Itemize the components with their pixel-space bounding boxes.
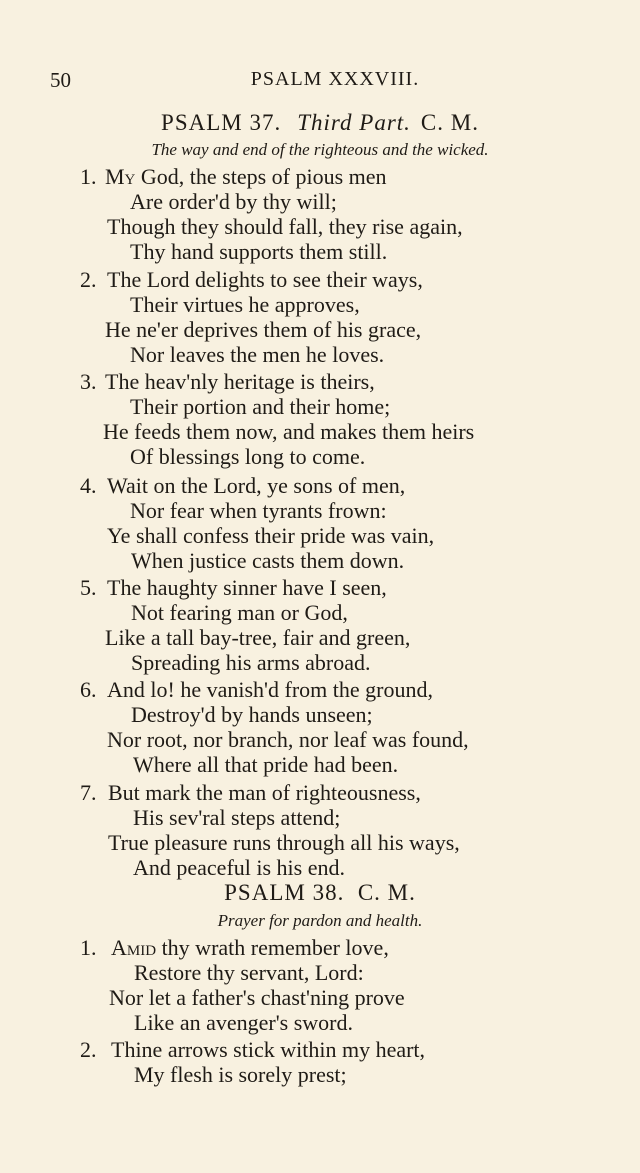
- verse-line: True pleasure runs through all his ways,: [108, 830, 460, 855]
- verse-number: 5.: [80, 575, 97, 600]
- verse-line: Nor leaves the men he loves.: [130, 342, 385, 367]
- page-number: 50: [50, 68, 71, 92]
- verse-line: Wait on the Lord, ye sons of men,: [107, 473, 406, 498]
- verse-number: 6.: [80, 677, 97, 702]
- verse-number: 2.: [80, 267, 97, 292]
- psalm-38-heading: [0, 880, 640, 906]
- verse-line: But mark the man of righteousness,: [108, 780, 421, 805]
- psalm-37-heading: [0, 110, 640, 136]
- verse-line: [111, 935, 389, 960]
- verse-line: Thy hand supports them still.: [130, 239, 388, 264]
- psalm-37-title: PSALM 37.: [161, 110, 282, 135]
- running-title: PSALM XXXVIII.: [250, 68, 420, 90]
- verse-line: Where all that pride had been.: [133, 752, 399, 777]
- verse-line: Like a tall bay-tree, fair and green,: [105, 625, 411, 650]
- verse-line: Nor fear when tyrants frown:: [130, 498, 387, 523]
- verse-line: Their portion and their home;: [130, 394, 391, 419]
- verse-line: Destroy'd by hands unseen;: [131, 702, 373, 727]
- psalm-38-meter: C. M.: [357, 880, 416, 905]
- psalm-37-part: Third Part.: [297, 110, 411, 135]
- psalm-37-meter: C. M.: [420, 110, 479, 135]
- verse-line: The Lord delights to see their ways,: [107, 267, 423, 292]
- verse-line: Though they should fall, they rise again,: [107, 214, 463, 239]
- verse-number: 3.: [80, 369, 97, 394]
- verse-number: 1.: [80, 164, 97, 189]
- verse-line: The haughty sinner have I seen,: [107, 575, 387, 600]
- verse-number: 7.: [80, 780, 97, 805]
- verse-line: Nor let a father's chast'ning prove: [109, 985, 405, 1010]
- psalm-38-subtitle: Prayer for pardon and health.: [217, 911, 423, 930]
- verse-line: Are order'd by thy will;: [130, 189, 337, 214]
- verse-line: Nor root, nor branch, nor leaf was found,: [107, 727, 469, 752]
- verse-line: My flesh is sorely prest;: [134, 1062, 347, 1087]
- verse-line: The heav'nly heritage is theirs,: [105, 369, 375, 394]
- verse-line: His sev'ral steps attend;: [133, 805, 341, 830]
- verse-line: He feeds them now, and makes them heirs: [103, 419, 475, 444]
- psalm-37-subtitle: The way and end of the righteous and the wicked.: [151, 140, 489, 159]
- running-head: [50, 68, 580, 98]
- psalm-38-title: PSALM 38.: [224, 880, 345, 905]
- drop-word: Amid: [111, 935, 157, 960]
- verse-line: Thine arrows stick within my heart,: [111, 1037, 426, 1062]
- verse-line: And peaceful is his end.: [133, 855, 345, 880]
- verse-line: Spreading his arms abroad.: [131, 650, 371, 675]
- verse-line: Ye shall confess their pride was vain,: [107, 523, 435, 548]
- verse-number: 1.: [80, 935, 97, 960]
- verse-line: Not fearing man or God,: [131, 600, 348, 625]
- verse-number: 2.: [80, 1037, 97, 1062]
- verse-line: Restore thy servant, Lord:: [134, 960, 364, 985]
- verse-line-rest: thy wrath remember love,: [156, 935, 389, 960]
- verse-line-rest: God, the steps of pious men: [135, 164, 387, 189]
- verse-line: Of blessings long to come.: [130, 444, 366, 469]
- verse-line: [105, 164, 387, 189]
- verse-line: And lo! he vanish'd from the ground,: [107, 677, 433, 702]
- drop-word: My: [105, 164, 136, 189]
- verse-line: When justice casts them down.: [131, 548, 405, 573]
- verse-line: He ne'er deprives them of his grace,: [105, 317, 422, 342]
- verse-line: Like an avenger's sword.: [134, 1010, 354, 1035]
- verse-number: 4.: [80, 473, 97, 498]
- verse-line: Their virtues he approves,: [130, 292, 360, 317]
